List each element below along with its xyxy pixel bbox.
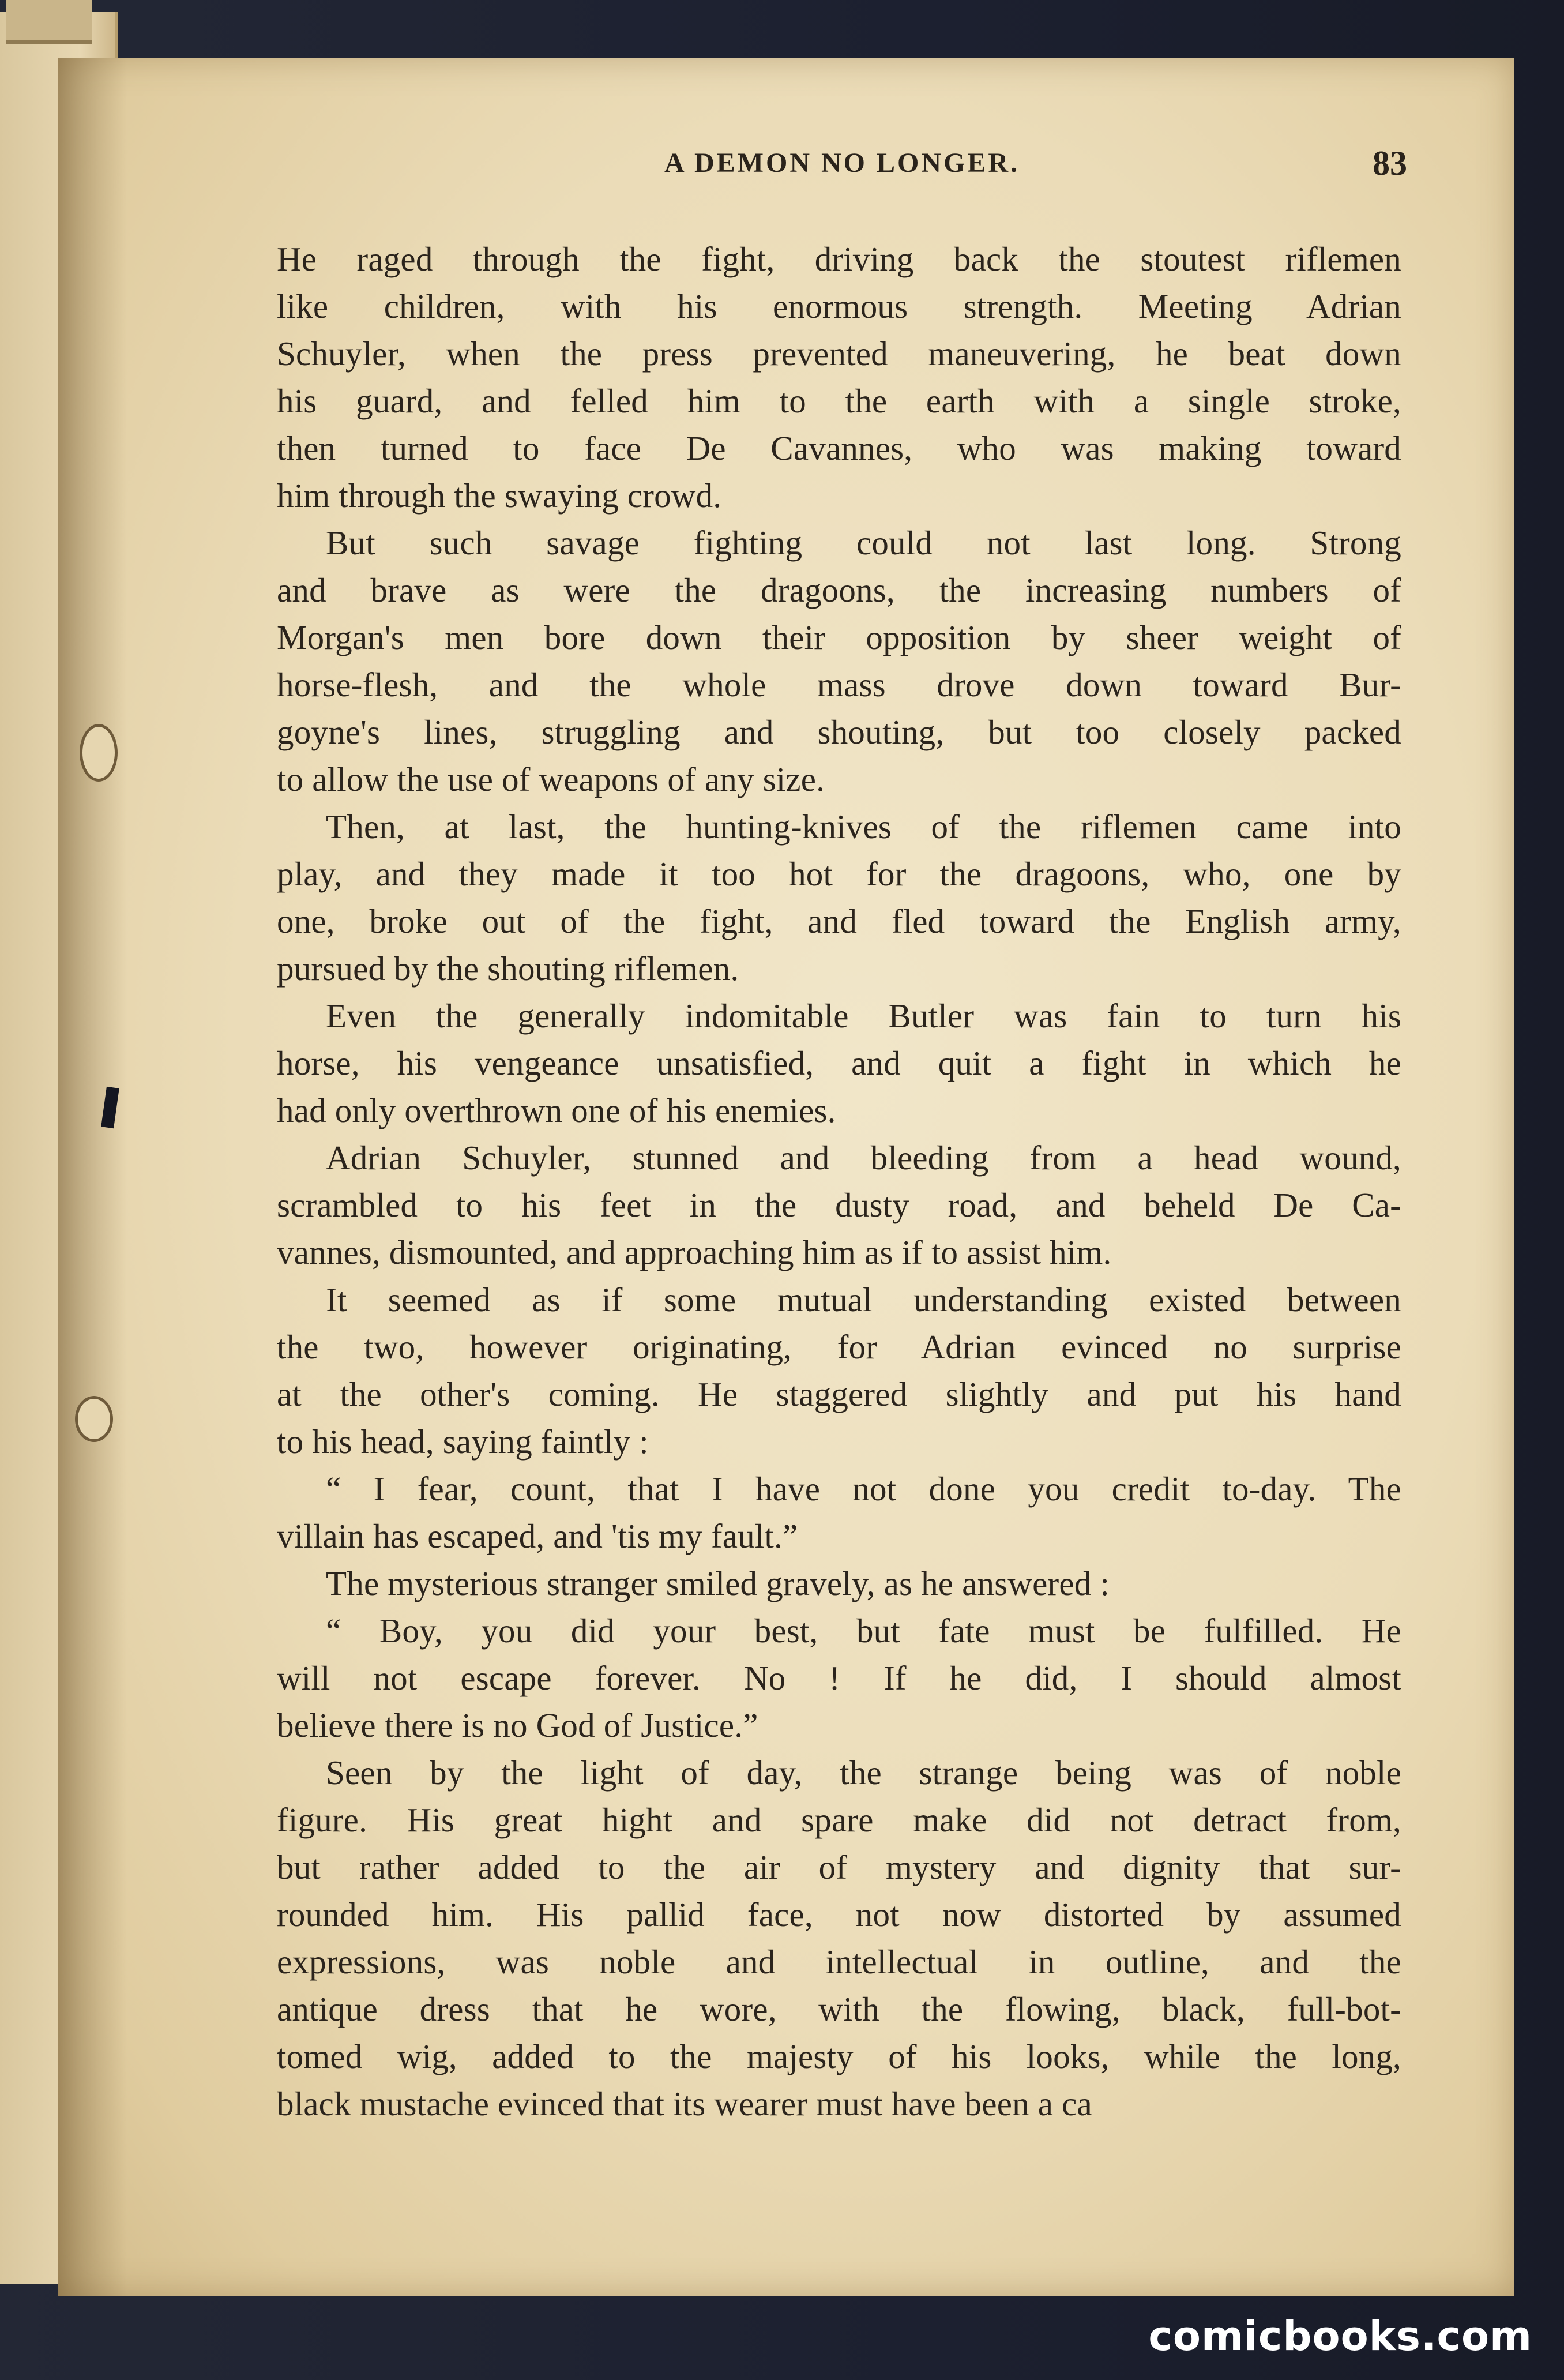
paragraph — [277, 235, 1401, 519]
text-line: had only overthrown one of his enemies. — [277, 1091, 836, 1129]
binding-hole — [80, 724, 118, 782]
text-line: and brave as were the dragoons, the increasing numbers of — [277, 571, 1401, 609]
text-line: figure. His great hight and spare make did not detract from, — [277, 1801, 1401, 1839]
text-line: to allow the use of weapons of any size. — [277, 760, 825, 798]
page-number: 83 — [1373, 144, 1407, 182]
text-line: black mustache evinced that its wearer must have been a ca — [277, 2085, 1092, 2123]
text-line: It seemed as if some mutual understanding existed between — [326, 1281, 1401, 1319]
text-line: tomed wig, added to the majesty of his looks, while the long, — [277, 2037, 1401, 2075]
text-line: scrambled to his feet in the dusty road, and beheld De Ca- — [277, 1186, 1401, 1224]
spine-shadow — [58, 58, 127, 2296]
text-line: Even the generally indomitable Butler was fain to turn his — [326, 997, 1401, 1035]
text-line: the two, however originating, for Adrian evinced no surprise — [277, 1328, 1401, 1366]
text-line: horse, his vengeance unsatisfied, and quit a fight in which he — [277, 1044, 1401, 1082]
text-line: Schuyler, when the press prevented maneuvering, he beat down — [277, 335, 1401, 373]
text-line: at the other's coming. He staggered slightly and put his hand — [277, 1375, 1401, 1413]
binding-tab — [6, 0, 92, 44]
text-line: The mysterious stranger smiled gravely, as he answered : — [326, 1564, 1110, 1602]
text-line: But such savage fighting could not last long. Strong — [326, 524, 1401, 562]
text-line: Seen by the light of day, the strange being was of noble — [326, 1754, 1401, 1792]
text-line: pursued by the shouting riflemen. — [277, 949, 739, 988]
text-line: “ Boy, you did your best, but fate must be fulfilled. He — [326, 1612, 1401, 1650]
text-line: goyne's lines, struggling and shouting, but too closely packed — [277, 713, 1401, 751]
text-line: Morgan's men bore down their opposition by sheer weight of — [277, 618, 1401, 656]
text-line: villain has escaped, and 'tis my fault.” — [277, 1517, 798, 1555]
text-line: horse-flesh, and the whole mass drove down toward Bur- — [277, 666, 1401, 704]
paragraph — [277, 1465, 1401, 1560]
paragraph — [277, 1749, 1401, 2127]
paragraph — [277, 519, 1401, 803]
text-line: like children, with his enormous strength. Meeting Adrian — [277, 287, 1401, 325]
text-line: expressions, was noble and intellectual in outline, and the — [277, 1943, 1401, 1981]
body-text — [277, 235, 1401, 2139]
text-line: but rather added to the air of mystery and dignity that sur- — [277, 1848, 1401, 1886]
site-watermark: comicbooks.com — [1148, 2313, 1532, 2360]
text-line: rounded him. His pallid face, not now distorted by assumed — [277, 1895, 1401, 1934]
text-line: He raged through the fight, driving back the stoutest riflemen — [277, 240, 1401, 278]
text-line: his guard, and felled him to the earth with a single stroke, — [277, 382, 1401, 420]
paragraph — [277, 992, 1401, 1134]
text-line: “ I fear, count, that I have not done you credit to-day. The — [326, 1470, 1401, 1508]
text-line: Then, at last, the hunting-knives of the riflemen came into — [326, 808, 1401, 846]
text-line: play, and they made it too hot for the dragoons, who, one by — [277, 855, 1401, 893]
text-line: will not escape forever. No ! If he did, I should almost — [277, 1659, 1401, 1697]
text-line: vannes, dismounted, and approaching him as if to assist him. — [277, 1233, 1112, 1271]
text-line: antique dress that he wore, with the flowing, black, full-bot- — [277, 1990, 1401, 2028]
text-line: one, broke out of the fight, and fled toward the English army, — [277, 902, 1401, 940]
text-line: Adrian Schuyler, stunned and bleeding from a head wound, — [326, 1139, 1401, 1177]
paragraph — [277, 1276, 1401, 1465]
paragraph — [277, 1560, 1401, 1607]
text-line: him through the swaying crowd. — [277, 476, 722, 515]
binding-hole — [75, 1396, 113, 1442]
running-title: A DEMON NO LONGER. — [664, 148, 1020, 178]
text-line: to his head, saying faintly : — [277, 1422, 649, 1461]
paragraph — [277, 803, 1401, 992]
paragraph — [277, 1134, 1401, 1276]
running-header — [277, 144, 1407, 193]
text-line: believe there is no God of Justice.” — [277, 1706, 758, 1744]
paragraph — [277, 1607, 1401, 1749]
text-line: then turned to face De Cavannes, who was making toward — [277, 429, 1401, 467]
